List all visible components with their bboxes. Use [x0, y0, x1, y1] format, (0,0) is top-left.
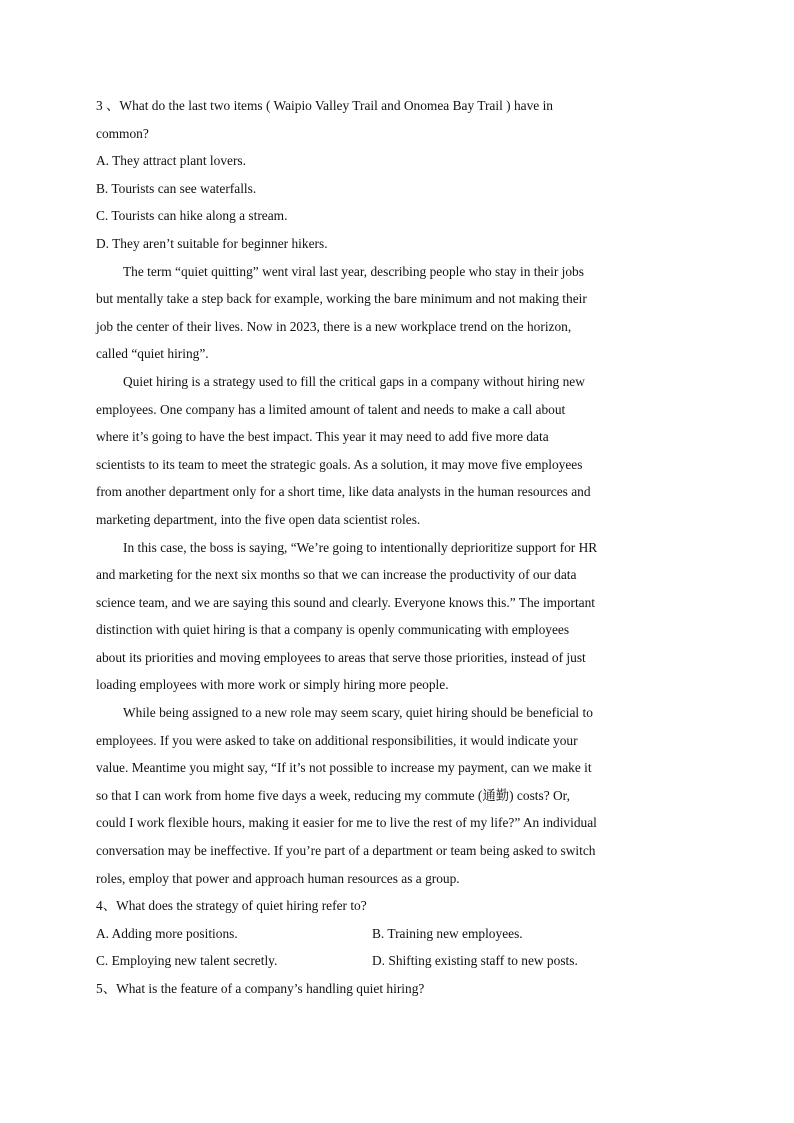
question-4-options-row-2 [96, 947, 696, 975]
passage-line: marketing department, into the five open data scientist roles. [96, 511, 421, 527]
question-3-option-d: D. They aren’t suitable for beginner hikers. [96, 235, 328, 251]
passage-line: The term “quiet quitting” went viral last year, describing people who stay in their jobs [123, 263, 584, 279]
passage [96, 258, 696, 893]
question-3-option-c: C. Tourists can hike along a stream. [96, 208, 288, 224]
passage-line: science team, and we are saying this sound and clearly. Everyone knows this.” The important [96, 594, 596, 610]
question-4-option-b: B. Training new employees. [372, 925, 523, 941]
passage-line: Quiet hiring is a strategy used to fill the critical gaps in a company without hiring new [123, 373, 585, 389]
passage-paragraph-1 [96, 258, 696, 368]
passage-line: In this case, the boss is saying, “We’re going to intentionally deprioritize support for HR [123, 539, 598, 555]
question-3-text-line-2: common? [96, 125, 149, 141]
passage-line: so that I can work from home five days a week, reducing my commute (通勤) costs? Or, [96, 787, 570, 803]
question-4-options-row-1 [96, 920, 696, 948]
passage-line: employees. If you were asked to take on additional responsibilities, it would indicate your [96, 732, 578, 748]
passage-line: conversation may be ineffective. If you’re part of a department or team being asked to switch [96, 843, 596, 859]
passage-line: value. Meantime you might say, “If it’s not possible to increase my payment, can we make it [96, 760, 592, 776]
question-5 [96, 975, 696, 1003]
question-3-option-b: B. Tourists can see waterfalls. [96, 180, 257, 196]
question-3-option-a: A. They attract plant lovers. [96, 153, 246, 169]
passage-paragraph-4 [96, 699, 696, 892]
passage-line: employees. One company has a limited amount of talent and needs to make a call about [96, 401, 566, 417]
question-3 [96, 92, 696, 258]
passage-line: about its priorities and moving employees to areas that serve those priorities, instead of just [96, 649, 586, 665]
question-5-text: 5、What is the feature of a company’s handling quiet hiring? [96, 981, 425, 996]
document-page [96, 92, 696, 1003]
passage-line: job the center of their lives. Now in 2023, there is a new workplace trend on the horizon, [96, 318, 572, 334]
passage-line: and marketing for the next six months so that we can increase the productivity of our data [96, 567, 577, 583]
question-4-text: 4、What does the strategy of quiet hiring refer to? [96, 898, 367, 914]
question-3-text-line-1: 3 、What do the last two items ( Waipio Valley Trail and Onomea Bay Trail ) have in [96, 98, 553, 113]
passage-paragraph-3 [96, 534, 696, 700]
passage-line: While being assigned to a new role may seem scary, quiet hiring should be beneficial to [123, 705, 593, 721]
passage-line: loading employees with more work or simply hiring more people. [96, 677, 449, 693]
passage-line: scientists to its team to meet the strategic goals. As a solution, it may move five employees [96, 456, 583, 472]
passage-line: could I work flexible hours, making it easier for me to live the rest of my life?” An individual [96, 815, 597, 831]
question-4-option-d: D. Shifting existing staff to new posts. [372, 953, 578, 969]
question-4-option-c: C. Employing new talent secretly. [96, 953, 278, 969]
question-4 [96, 892, 696, 975]
passage-line: but mentally take a step back for example, working the bare minimum and not making their [96, 291, 587, 307]
question-4-option-a: A. Adding more positions. [96, 925, 238, 941]
passage-line: from another department only for a short time, like data analysts in the human resources and [96, 484, 591, 500]
passage-line: where it’s going to have the best impact. This year it may need to add five more data [96, 429, 549, 445]
passage-line: roles, employ that power and approach human resources as a group. [96, 870, 460, 886]
passage-line: called “quiet hiring”. [96, 346, 209, 362]
passage-line: distinction with quiet hiring is that a company is openly communicating with employees [96, 622, 570, 638]
passage-paragraph-2 [96, 368, 696, 534]
